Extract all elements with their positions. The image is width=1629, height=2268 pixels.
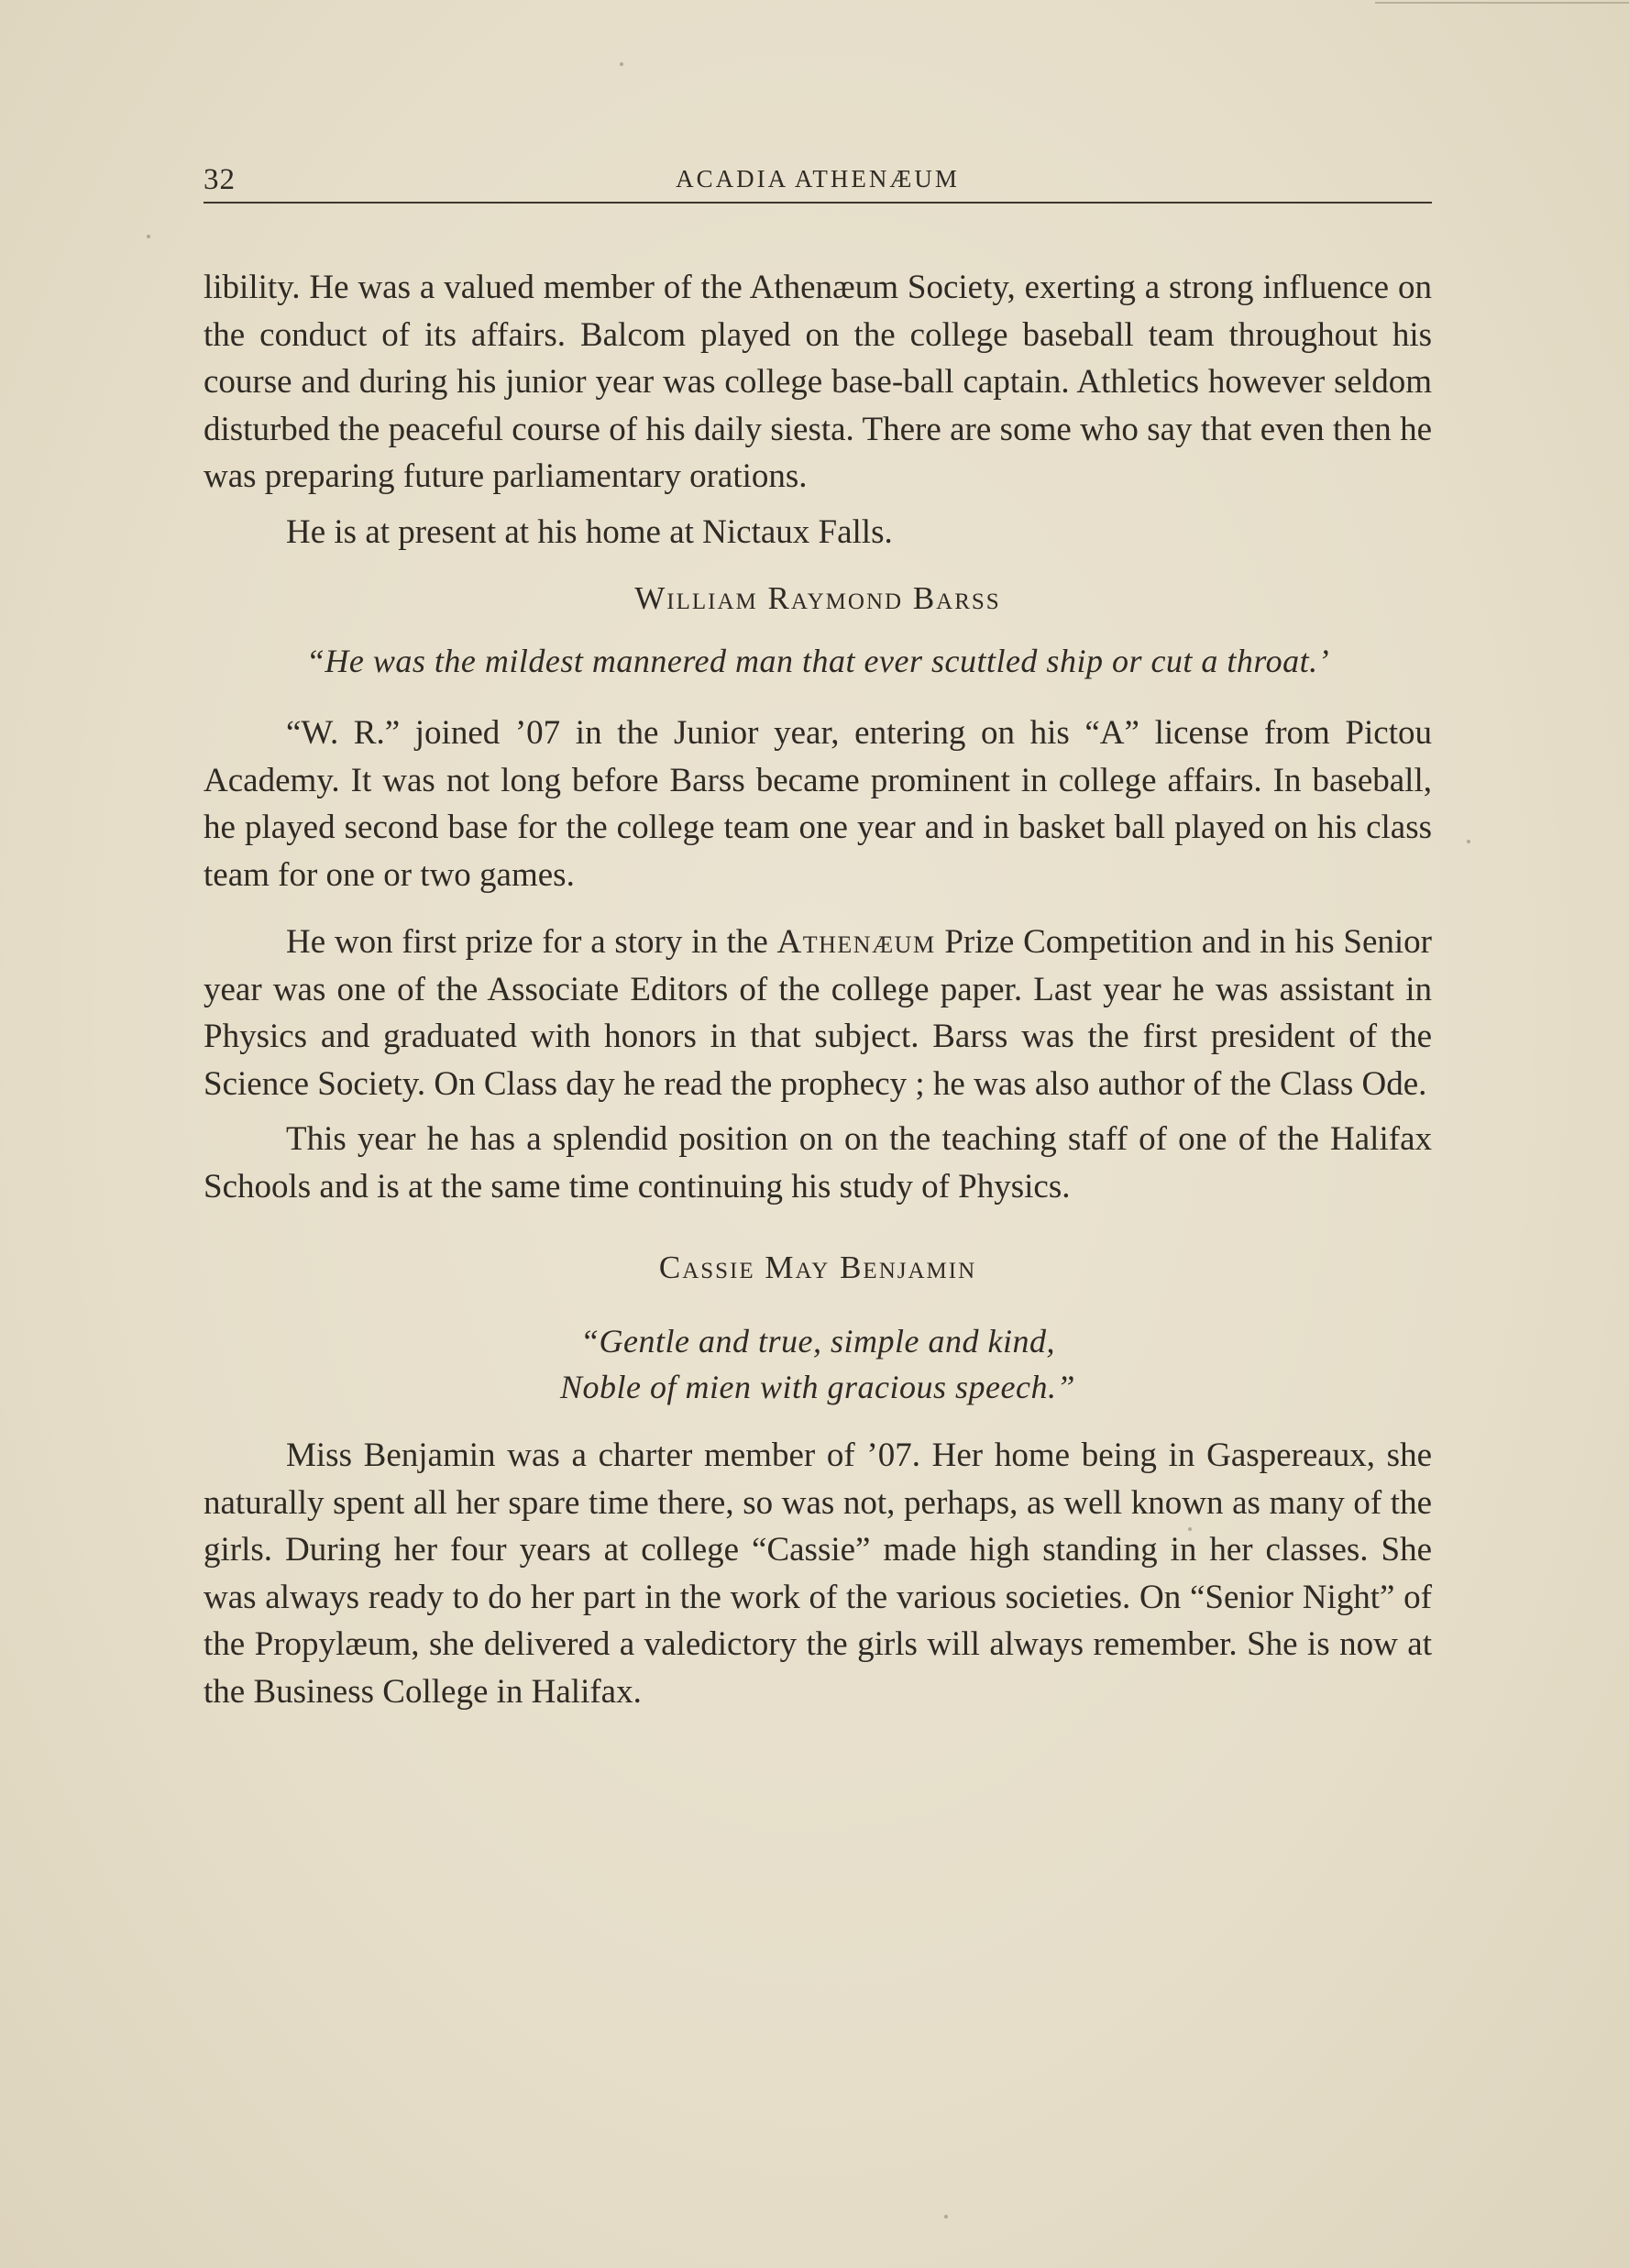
paragraph-barss-1: “W. R.” joined ’07 in the Junior year, entering on his “A” license from Pictou Academy. It was not long before Barss became prominent in college affairs. In baseball, he played second base for the college team one year and in basket ball played on his class team for one or two games.: [204, 714, 1432, 894]
section-heading-barss: William Raymond Barss: [634, 580, 1001, 616]
paragraph-barss-2: [204, 919, 1432, 1107]
paper-speck: [620, 62, 623, 66]
page-number: 32: [204, 163, 236, 196]
epigraph-benjamin-line1: “Gentle and true, simple and kind,: [580, 1323, 1055, 1360]
epigraph-barss: “He was the mildest mannered man that ever scuttled ship or cut a throat.’: [305, 643, 1330, 679]
paragraph-benjamin: Miss Benjamin was a charter member of ’07. Her home being in Gaspereaux, she naturally spent all her spare time there, so was not, perhaps, as well known as many of the girls. During her four years at college “Cassie” made high standing in her classes. She was always ready to do her part in the work of the various societies. On “Senior Night” of the Propylæum, she delivered a valedictory the girls will always remember. She is now at the Business College in Halifax.: [204, 1437, 1432, 1711]
paragraph-barss-2-start: He won first prize for a story in the: [286, 923, 777, 961]
paper-speck: [1188, 1527, 1192, 1531]
page-edge-line: [1375, 2, 1629, 4]
section-heading-benjamin: Cassie May Benjamin: [658, 1250, 977, 1285]
athenaeum-smallcaps: Athenæum: [776, 923, 936, 961]
paragraph-barss-3: This year he has a splendid position on on the teaching staff of one of the Halifax Schools and is at the same time continuing his study of Physics.: [204, 1120, 1432, 1206]
paragraph-nictaux: He is at present at his home at Nictaux Falls.: [286, 512, 893, 551]
page-body: [204, 264, 1432, 1715]
page-header: [204, 158, 1432, 204]
paragraph-barss-2-rest: Prize Competition and in his Senior year was one of the Associate Editors of the college paper. Last year he was assistant in Physics and graduated with honors in that subject. Barss was the first president of the Science Society. On Class day he read the prophecy ; he was also author of the Class Ode.: [204, 923, 1432, 1103]
paper-speck: [944, 2215, 948, 2218]
paper-speck: [147, 235, 150, 238]
continued-paragraph: libility. He was a valued member of the Athenæum Society, exerting a strong influence on the conduct of its affairs. Balcom played on the college baseball team throughout his course and during his junior year was college base-ball captain. Athletics however seldom disturbed the peaceful course of his daily siesta. There are some who say that even then he was preparing future parliamentary orations.: [204, 269, 1432, 495]
running-title: ACADIA ATHENÆUM: [676, 165, 960, 193]
paper-speck: [1467, 840, 1470, 843]
epigraph-benjamin-line2: Noble of mien with gracious speech.”: [560, 1369, 1075, 1405]
